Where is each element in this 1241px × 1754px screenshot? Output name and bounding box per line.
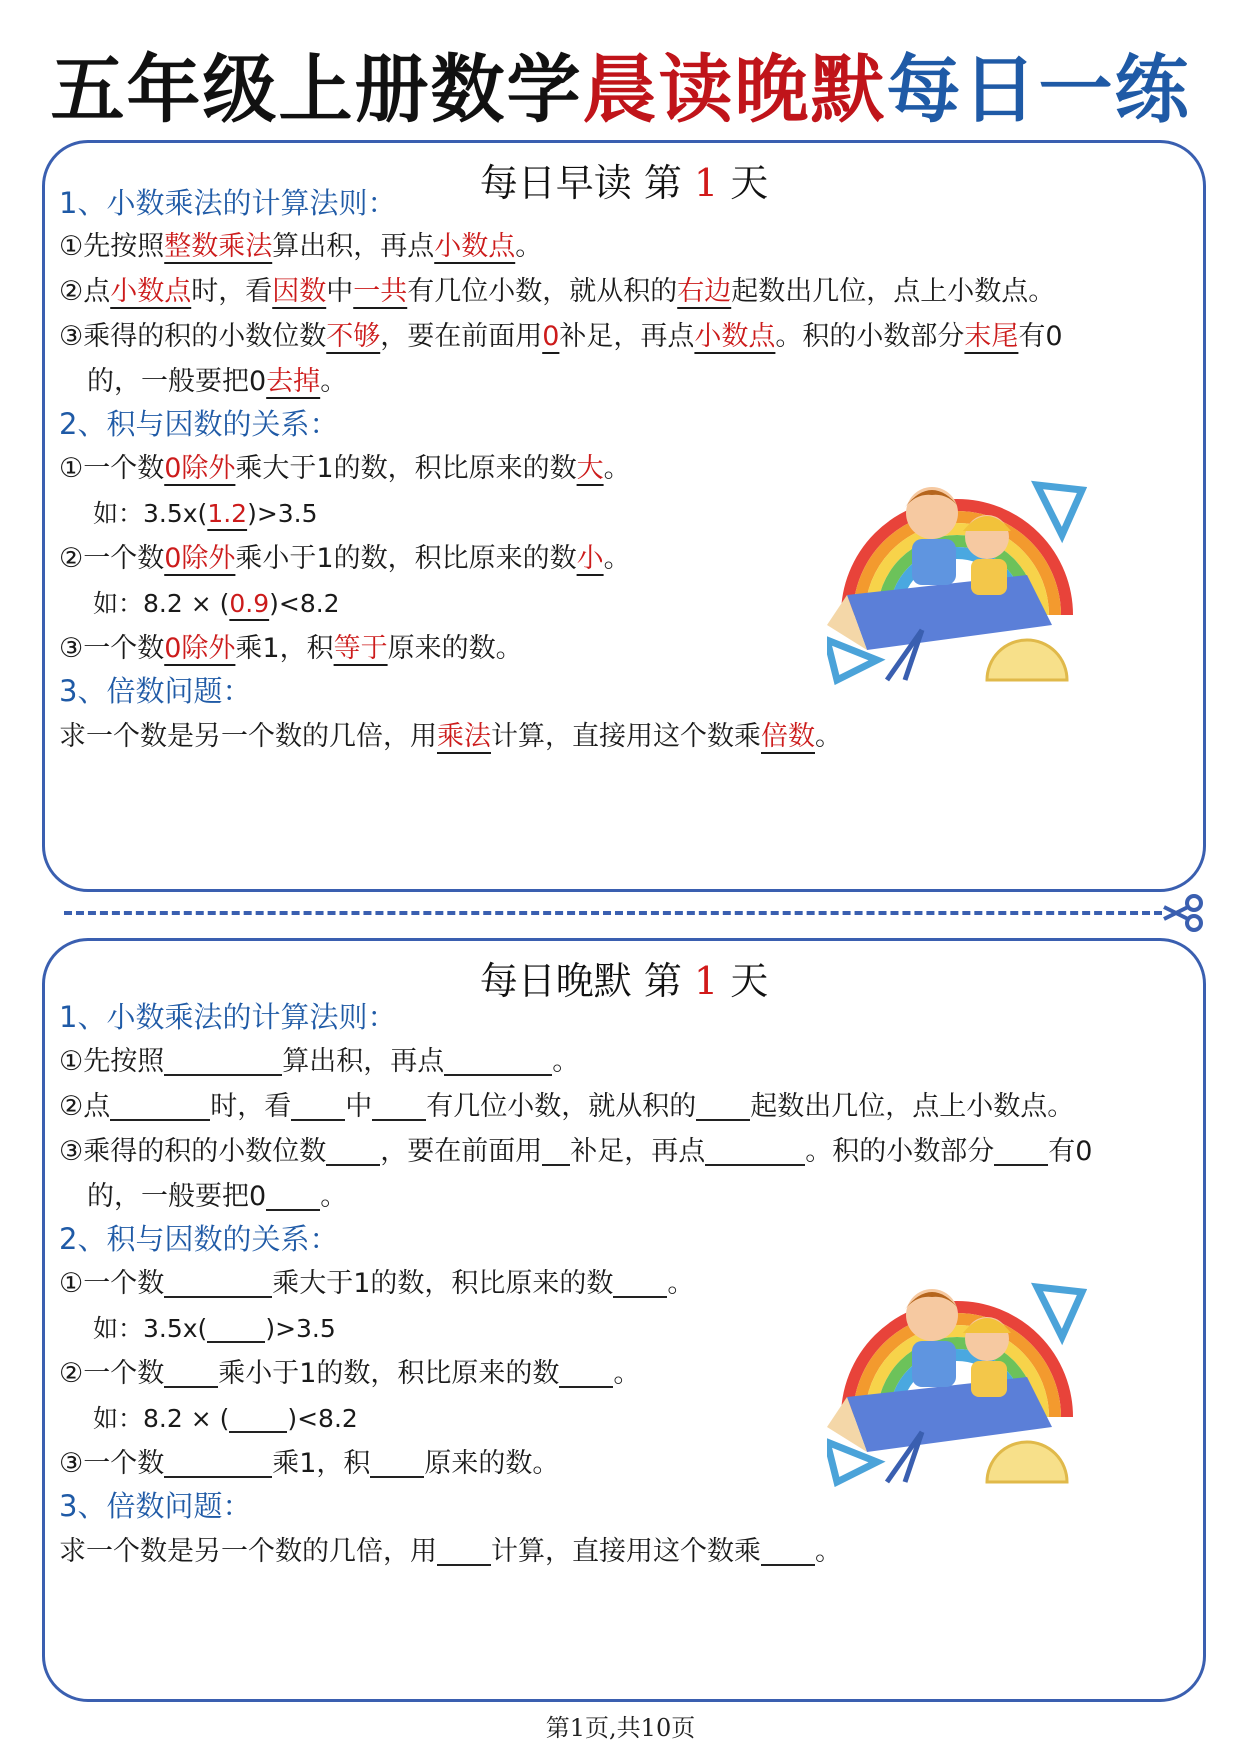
morning-reading-panel xyxy=(42,140,1206,892)
answer-keyword: 0 xyxy=(542,321,560,352)
answer-keyword: 0除外 xyxy=(164,453,236,484)
text: )>3.5 xyxy=(265,1314,336,1343)
answer-keyword: 小数点 xyxy=(694,321,776,352)
answer-keyword: 末尾 xyxy=(964,321,1019,352)
text: ，要在前面用 xyxy=(380,1136,543,1167)
text: ②一个数 xyxy=(59,1358,165,1389)
morning-relation-1 xyxy=(59,447,631,491)
text: ②点 xyxy=(59,1091,111,1122)
fill-blank[interactable] xyxy=(164,1448,272,1478)
text: 起数出几位，点上小数点。 xyxy=(750,1091,1075,1122)
fill-blank[interactable] xyxy=(326,1136,380,1166)
answer-keyword: 0除外 xyxy=(164,543,236,574)
evening-example-1 xyxy=(93,1307,336,1351)
text: 补足，再点 xyxy=(570,1136,706,1167)
text: 求一个数是另一个数的几倍，用 xyxy=(59,1536,437,1567)
text: 计算，直接用这个数乘 xyxy=(491,721,761,752)
answer-keyword: 整数乘法 xyxy=(164,231,273,262)
fill-blank[interactable] xyxy=(372,1091,426,1121)
evening-day-number: 1 xyxy=(693,959,719,1003)
text: ①先按照 xyxy=(59,1046,165,1077)
text: 的，一般要把0 xyxy=(87,1181,267,1212)
morning-heading-2: 2、积与因数的关系： xyxy=(59,407,339,441)
text: 。 xyxy=(320,1181,348,1212)
cut-dashed-line xyxy=(64,911,1162,915)
text: 乘小于1的数，积比原来的数 xyxy=(218,1358,560,1389)
answer-keyword: 小数点 xyxy=(110,276,192,307)
text: 补足，再点 xyxy=(559,321,695,352)
answer-keyword: 倍数 xyxy=(761,721,815,752)
text: ②点 xyxy=(59,276,111,307)
morning-relation-3 xyxy=(59,627,523,671)
text: ③一个数 xyxy=(59,633,165,664)
text: 时，看 xyxy=(191,276,273,307)
text: 。 xyxy=(603,453,631,484)
text: 有几位小数，就从积的 xyxy=(426,1091,697,1122)
title-part-2: 晨读晚默 xyxy=(582,47,887,133)
evening-heading-2: 2、积与因数的关系： xyxy=(59,1222,339,1256)
answer-keyword: 大 xyxy=(576,453,604,484)
morning-example-1 xyxy=(93,492,318,536)
text: ③乘得的积的小数位数 xyxy=(59,321,327,352)
answer-keyword: 不够 xyxy=(326,321,381,352)
text: 如：3.5x( xyxy=(93,1314,208,1343)
text: 起数出几位，点上小数点。 xyxy=(731,276,1056,307)
morning-heading-1: 1、小数乘法的计算法则： xyxy=(59,186,397,220)
kids-on-pencil-illustration xyxy=(827,1267,1087,1487)
fill-blank[interactable] xyxy=(444,1046,552,1076)
text: 。 xyxy=(603,543,631,574)
evening-rule-3 xyxy=(59,1130,1092,1174)
evening-heading-1: 1、小数乘法的计算法则： xyxy=(59,1000,397,1034)
fill-blank[interactable] xyxy=(696,1091,750,1121)
evening-relation-2 xyxy=(59,1352,640,1396)
morning-rule-3-cont xyxy=(87,360,347,404)
evening-example-2 xyxy=(93,1397,358,1441)
text: )>3.5 xyxy=(247,499,318,528)
evening-heading-3: 3、倍数问题： xyxy=(59,1489,252,1523)
evening-rule-1 xyxy=(59,1040,579,1084)
evening-title-text: 每日晚默 第 xyxy=(479,959,682,1003)
title-part-3: 每日一练 xyxy=(886,47,1191,133)
answer-keyword: 右边 xyxy=(677,276,732,307)
morning-rule-2 xyxy=(59,270,1055,314)
evening-relation-3 xyxy=(59,1442,559,1486)
evening-rule-3-cont xyxy=(87,1175,347,1219)
text: ，要在前面用 xyxy=(380,321,543,352)
evening-multiple-rule xyxy=(59,1530,842,1574)
evening-relation-1 xyxy=(59,1262,694,1306)
text: 原来的数。 xyxy=(424,1448,560,1479)
text: 如：8.2 × ( xyxy=(93,1404,230,1433)
text: 中 xyxy=(345,1091,373,1122)
text: ①一个数 xyxy=(59,1268,165,1299)
answer-keyword: 小 xyxy=(576,543,604,574)
fill-blank[interactable] xyxy=(613,1268,667,1298)
morning-rule-1 xyxy=(59,225,542,269)
morning-multiple-rule xyxy=(59,715,842,759)
text: 算出积，再点 xyxy=(282,1046,445,1077)
text: )<8.2 xyxy=(287,1404,358,1433)
fill-blank[interactable] xyxy=(705,1136,805,1166)
text: 求一个数是另一个数的几倍，用 xyxy=(59,721,437,752)
text: 有几位小数，就从积的 xyxy=(407,276,678,307)
fill-blank[interactable] xyxy=(761,1536,815,1566)
text: 。 xyxy=(815,721,842,752)
answer-keyword: 因数 xyxy=(272,276,327,307)
text: 如：8.2 × ( xyxy=(93,589,230,618)
fill-blank[interactable] xyxy=(164,1358,218,1388)
text: ③乘得的积的小数位数 xyxy=(59,1136,327,1167)
morning-heading-3: 3、倍数问题： xyxy=(59,674,252,708)
text: 有0 xyxy=(1018,321,1063,352)
answer-keyword: 乘法 xyxy=(437,721,491,752)
text: 的，一般要把0 xyxy=(87,366,267,397)
text: 乘大于1的数，积比原来的数 xyxy=(272,1268,614,1299)
fill-blank[interactable] xyxy=(542,1136,570,1166)
fill-blank[interactable] xyxy=(291,1091,345,1121)
answer-keyword: 等于 xyxy=(333,633,388,664)
morning-day-number: 1 xyxy=(693,161,719,205)
text: 原来的数。 xyxy=(387,633,523,664)
morning-example-2 xyxy=(93,582,340,626)
text: 乘1，积 xyxy=(235,633,334,664)
text: 中 xyxy=(326,276,354,307)
morning-title-text: 每日早读 第 xyxy=(479,161,682,205)
morning-relation-2 xyxy=(59,537,631,581)
text: 算出积，再点 xyxy=(272,231,435,262)
text: 。 xyxy=(667,1268,695,1299)
text: 。积的小数部分 xyxy=(805,1136,995,1167)
text: ①先按照 xyxy=(59,231,165,262)
morning-title-suffix: 天 xyxy=(730,161,769,205)
text: 。 xyxy=(552,1046,580,1077)
answer-keyword: 小数点 xyxy=(434,231,516,262)
fill-blank[interactable] xyxy=(266,1181,320,1211)
text: 。 xyxy=(320,366,348,397)
evening-rule-2 xyxy=(59,1085,1074,1129)
fill-blank[interactable] xyxy=(370,1448,424,1478)
text: 。积的小数部分 xyxy=(775,321,965,352)
text: 乘1，积 xyxy=(272,1448,371,1479)
text: )<8.2 xyxy=(269,589,340,618)
text: 如：3.5x( xyxy=(93,499,208,528)
text: ①一个数 xyxy=(59,453,165,484)
kids-on-pencil-illustration xyxy=(827,465,1087,685)
page-title xyxy=(0,40,1241,140)
morning-rule-3 xyxy=(59,315,1063,359)
answer-keyword: 1.2 xyxy=(207,499,248,528)
evening-recall-panel xyxy=(42,938,1206,1702)
text: 计算，直接用这个数乘 xyxy=(491,1536,761,1567)
title-part-1: 五年级上册数学 xyxy=(50,47,583,133)
text: 乘小于1的数，积比原来的数 xyxy=(235,543,577,574)
text: 乘大于1的数，积比原来的数 xyxy=(235,453,577,484)
fill-blank[interactable] xyxy=(229,1403,287,1433)
text: ②一个数 xyxy=(59,543,165,574)
text: ③一个数 xyxy=(59,1448,165,1479)
evening-title-suffix: 天 xyxy=(730,959,769,1003)
scissors-icon xyxy=(1160,893,1206,933)
fill-blank[interactable] xyxy=(207,1313,265,1343)
text: 有0 xyxy=(1048,1136,1093,1167)
text: 。 xyxy=(815,1536,842,1567)
text: 。 xyxy=(613,1358,641,1389)
fill-blank[interactable] xyxy=(559,1358,613,1388)
answer-keyword: 一共 xyxy=(353,276,408,307)
text: 时，看 xyxy=(210,1091,292,1122)
answer-keyword: 0.9 xyxy=(229,589,270,618)
fill-blank[interactable] xyxy=(994,1136,1048,1166)
fill-blank[interactable] xyxy=(110,1091,210,1121)
fill-blank[interactable] xyxy=(164,1046,282,1076)
fill-blank[interactable] xyxy=(437,1536,491,1566)
answer-keyword: 0除外 xyxy=(164,633,236,664)
answer-keyword: 去掉 xyxy=(266,366,321,397)
fill-blank[interactable] xyxy=(164,1268,272,1298)
text: 。 xyxy=(515,231,543,262)
page-footer: 第1页,共10页 xyxy=(545,1714,696,1742)
